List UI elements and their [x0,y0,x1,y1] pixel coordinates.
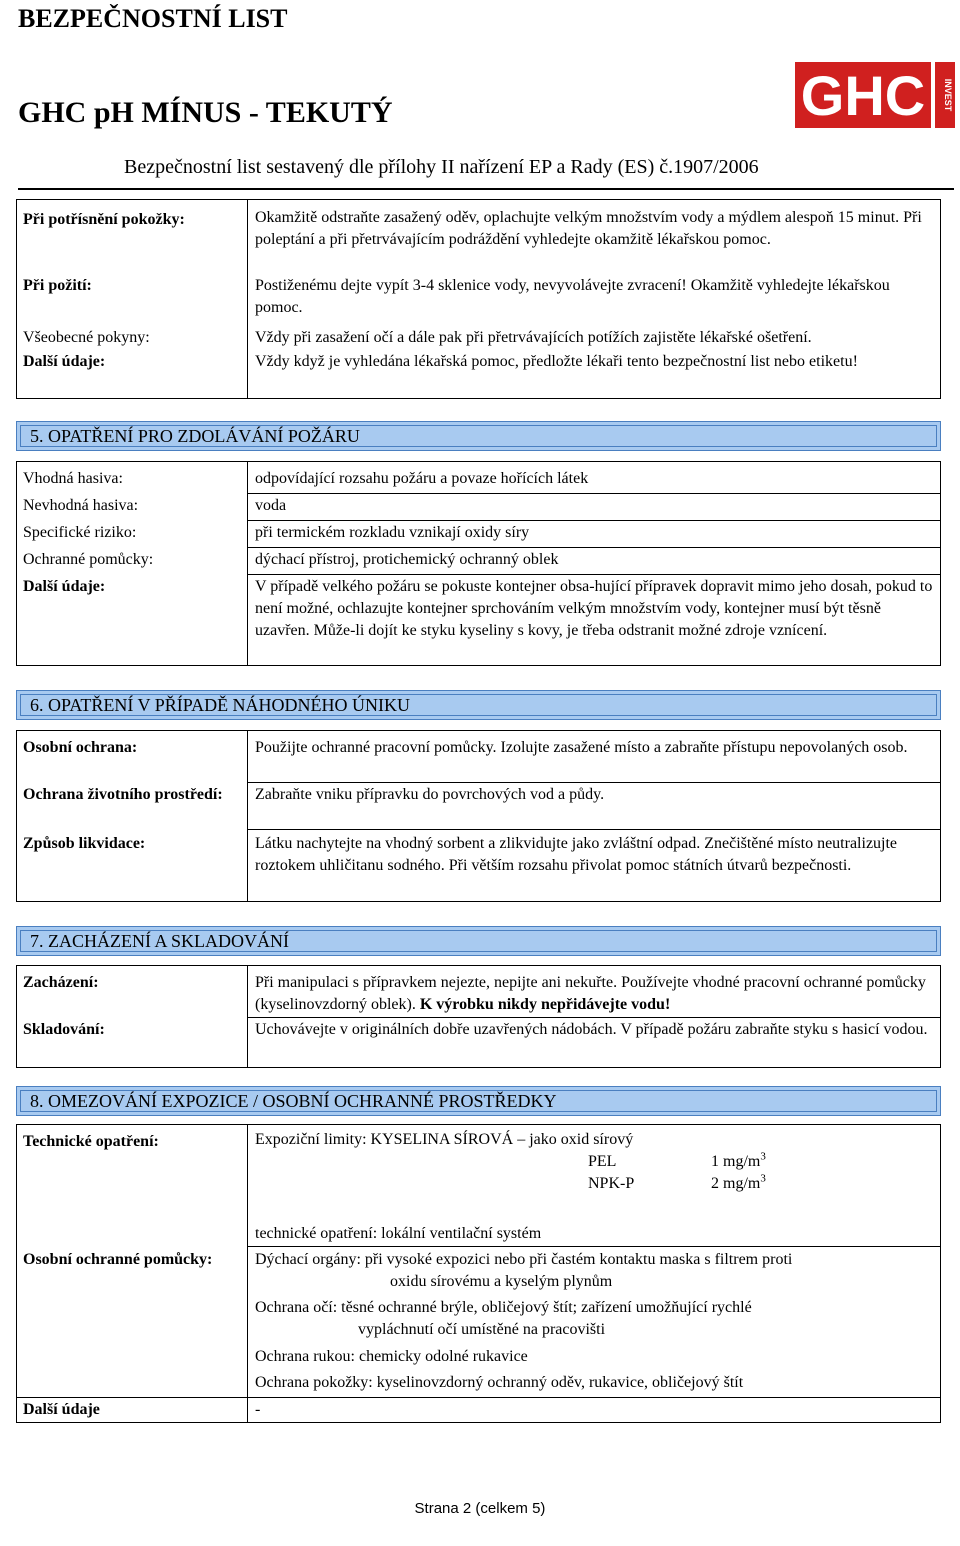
environment-value: Zabraňte vniku přípravku do povrchových vod a půdy. [255,786,605,803]
product-name-title: GHC pH MÍNUS - TEKUTÝ [18,96,393,129]
eye-protection-line-2: vypláchnutí očí umístěné na pracovišti [358,1321,606,1338]
pel-value: 1 $mg/m^3$ [711,1150,766,1170]
regulation-subtitle: Bezpečnostní list sestavený dle přílohy II nařízení EP a Rady (ES) č.1907/2006 [124,156,759,178]
fire-other-label: Další údaje: [23,578,106,595]
general-advice-value: Vždy při zasažení očí a dále pak při přetrvávajících potížích zajistěte lékařské ošetření. [255,329,812,346]
svg-text:GHC: GHC [800,64,926,127]
handling-text: Při manipulaci s přípravkem nejezte, nepijte ani nekuřte. Používejte vhodné pracovní ochranné pomůcky (kyselinovzdorný oblek). [255,974,926,1013]
respiratory-line-1: Dýchací orgány: při vysoké expozici nebo při častém kontaktu maska s filtrem proti [255,1251,793,1268]
skin-contact-value: Okamžitě odstraňte zasažený oděv, oplachujte velkým množstvím vody a mýdlem alespoň 15 minut. Při poleptání a při přetrvávajícím podráždění vyhledejte okamžitě lékařskou pomoc. [255,209,922,248]
handling-value [255,972,935,1016]
personal-protection-value: Použijte ochranné pracovní pomůcky. Izolujte zasažené místo a zabraňte přístupu nepovolaných osob. [255,739,908,756]
section-8-title: 8. OMEZOVÁNÍ EXPOZICE / OSOBNÍ OCHRANNÉ PROSTŘEDKY [30,1091,557,1111]
header-rule [18,188,954,190]
page-footer: Strana 2 (celkem 5) [414,1500,546,1517]
suitable-media-value: odpovídající rozsahu požáru a povaze hořících látek [255,470,589,487]
exposure-limits-line: Expoziční limity: KYSELINA SÍROVÁ – jako oxid sírový [255,1131,634,1148]
disposal-label: Způsob likvidace: [23,835,146,852]
general-advice-label: Všeobecné pokyny: [23,329,150,346]
technical-measure-line: technické opatření: lokální ventilační systém [255,1225,542,1242]
technical-measures-label: Technické opatření: [23,1133,159,1150]
first-aid-table [16,199,941,399]
fire-ppe-value: dýchací přístroj, protichemický ochranný oblek [255,551,559,568]
section-8-other-value: - [255,1401,261,1418]
storage-label: Skladování: [23,1021,105,1038]
section-7-title: 7. ZACHÁZENÍ A SKLADOVÁNÍ [30,931,289,951]
section-5-table [16,461,941,666]
section-6-title: 6. OPATŘENÍ V PŘÍPADĚ NÁHODNÉHO ÚNIKU [30,695,411,715]
specific-risk-label: Specifické riziko: [23,524,137,541]
section-8-table [16,1124,941,1423]
npkp-value: 2 $mg/m^3$ [711,1172,766,1192]
personal-protection-label: Osobní ochrana: [23,739,138,756]
eye-protection-line-1: Ochrana očí: těsné ochranné brýle, obličejový štít; zařízení umožňující rychlé [255,1299,752,1316]
svg-text:INVEST: INVEST [943,78,953,112]
first-aid-other-value: Vždy když je vyhledána lékařská pomoc, předložte lékaři tento bezpečnostní list nebo etiketu! [255,353,858,370]
specific-risk-value: při termickém rozkladu vznikají oxidy síry [255,524,530,541]
ingestion-value: Postiženému dejte vypít 3-4 sklenice vody, nevyvolávejte zvracení! Okamžitě vyhledejte lékařskou pomoc. [255,277,890,316]
unsuitable-media-value: voda [255,497,287,514]
first-aid-other-label: Další údaje: [23,353,106,370]
pel-name: PEL [588,1153,617,1170]
section-7-table [16,965,941,1068]
section-8-header [16,1086,941,1116]
storage-value: Uchovávejte v originálních dobře uzavřených nádobách. V případě požáru zabraňte styku s hasicí vodou. [255,1021,928,1038]
skin-protection-line: Ochrana pokožky: kyselinovzdorný ochranný oděv, rukavice, obličejový štít [255,1374,744,1391]
disposal-value: Látku nachytejte na vhodný sorbent a zlikvidujte jako zvláštní odpad. Znečištěné místo neutralizujte roztokem uhličitanu sodného. Při větším rozsahu přivolat pomoc státních útvarů bezpečnosti. [255,835,898,874]
section-6-table [16,730,941,902]
ghc-logo [795,62,955,128]
npkp-name: NPK-P [588,1175,635,1192]
respiratory-line-2: oxidu sírovému a kyselým plynům [390,1273,613,1290]
section-8-other-label: Další údaje [23,1401,100,1418]
ingestion-label: Při požití: [23,277,92,294]
section-6-header [16,690,941,720]
personal-ppe-label: Osobní ochranné pomůcky: [23,1251,213,1268]
section-5-title: 5. OPATŘENÍ PRO ZDOLÁVÁNÍ POŽÁRU [30,426,360,446]
handling-warning: K výrobku nikdy nepřidávejte vodu! [419,996,671,1013]
skin-contact-label: Při potřísnění pokožky: [23,211,185,228]
handling-label: Zacházení: [23,974,99,991]
environment-label: Ochrana životního prostředí: [23,786,223,803]
unsuitable-media-label: Nevhodná hasiva: [23,497,139,514]
suitable-media-label: Vhodná hasiva: [23,470,123,487]
document-type-title: BEZPEČNOSTNÍ LIST [18,4,288,33]
fire-other-value: V případě velkého požáru se pokuste kontejner obsa-hující přípravek dopravit mimo jeho dosah, pokud to není možné, ochlazujte kontejner sprchováním velkým množstvím vody, kontejner musí být těsně uzavřen. Může-li dojít ke styku kyseliny s kovy, je třeba odstranit možné zdroje vznícení. [255,578,933,639]
fire-ppe-label: Ochranné pomůcky: [23,551,154,568]
section-7-header [16,926,941,956]
hand-protection-line: Ochrana rukou: chemicky odolné rukavice [255,1348,528,1365]
section-5-header [16,421,941,451]
